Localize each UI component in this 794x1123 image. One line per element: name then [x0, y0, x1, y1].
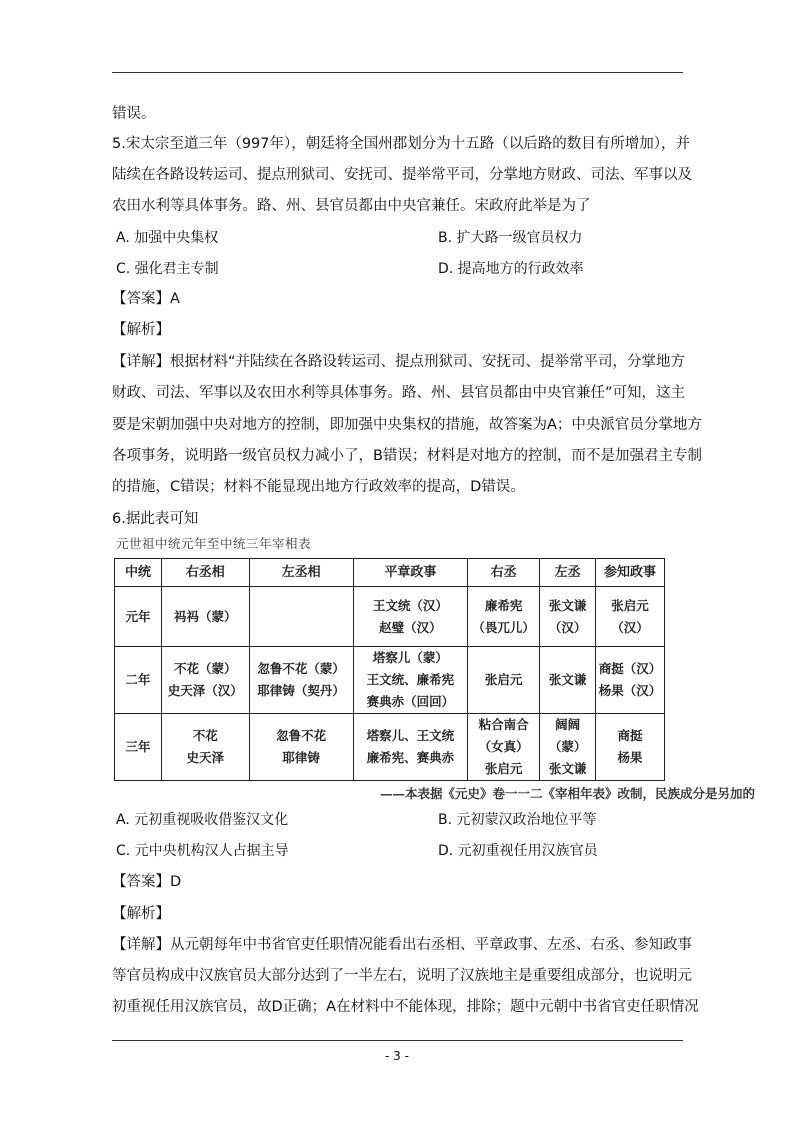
- table-cell: 商挺 杨果: [596, 714, 665, 781]
- table-source: ——本表据《元史》卷一一二《宰相年表》改制，民族成分是另加的: [380, 786, 756, 801]
- q5-answer: 【答案】A: [112, 291, 180, 307]
- table-row: [115, 647, 665, 714]
- page-number: - 3 -: [385, 1049, 409, 1063]
- table-header-row: [115, 559, 665, 587]
- table-cell: 张文谦 （汉）: [540, 587, 596, 647]
- table-header-cell: 参知政事: [596, 559, 665, 587]
- header-rule: [112, 72, 683, 73]
- q6-analysis-label: 【解析】: [112, 906, 170, 922]
- q5-detail-line-1: 【详解】根据材料“并陆续在各路设转运司、提点刑狱司、安抚司、提举常平司，分掌地方: [112, 354, 686, 370]
- table-cell: 三年: [115, 714, 162, 781]
- top-text: 错误。: [112, 106, 156, 122]
- table-cell: 忽鲁不花 耶律铸: [249, 714, 353, 781]
- q5-stem-line-1: 5.宋太宗至道三年（997年），朝廷将全国州郡划分为十五路（以后路的数目有所增加），并: [112, 136, 691, 152]
- q5-detail-line-2: 财政、司法、军事以及农田水利等具体事务。路、州、县官员都由中央官兼任”可知，这主: [112, 385, 686, 401]
- table-cell: 阔阔 （蒙） 张文谦: [540, 714, 596, 781]
- q5-detail-line-3: 要是宋朝加强中央对地方的控制，即加强中央集权的措施，故答案为A；中央派官员分掌地方: [112, 417, 702, 433]
- table-title: 元世祖中统元年至中统三年宰相表: [116, 536, 312, 551]
- table-cell: 不花（蒙） 史天泽（汉）: [161, 647, 249, 714]
- q5-option-a: A. 加强中央集权: [116, 230, 219, 246]
- q6-answer: 【答案】D: [112, 874, 182, 890]
- q5-stem-line-3: 农田水利等具体事务。路、州、县官员都由中央官兼任。宋政府此举是为了: [112, 198, 591, 214]
- table-cell: 忽鲁不花（蒙） 耶律铸（契丹）: [249, 647, 353, 714]
- table-header-cell: 右丞相: [161, 559, 249, 587]
- table-cell: 塔察儿（蒙） 王文统、廉希宪 赛典赤（回回）: [353, 647, 468, 714]
- table-cell: 粘合南合 （女真） 张启元: [468, 714, 540, 781]
- q6-detail-line-1: 【详解】从元朝每年中书省官吏任职情况能看出右丞相、平章政事、左丞、右丞、参知政事: [112, 937, 692, 953]
- table-header-cell: 左丞: [540, 559, 596, 587]
- q6-option-a: A. 元初重视吸收借鉴汉文化: [116, 812, 289, 828]
- q6-detail-line-3: 初重视任用汉族官员，故D正确；A在材料中不能体现，排除；题中元朝中书省官吏任职情况: [112, 999, 699, 1015]
- q5-detail-line-5: 的措施，C错误；材料不能显现出地方行政效率的提高，D错误。: [112, 479, 525, 495]
- table-cell: 王文统（汉） 赵璧（汉）: [353, 587, 468, 647]
- table-row: [115, 714, 665, 781]
- table-cell: 塔察儿、王文统 廉希宪、赛典赤: [353, 714, 468, 781]
- table-header-cell: 平章政事: [353, 559, 468, 587]
- q5-option-d: D. 提高地方的行政效率: [438, 261, 584, 277]
- q6-option-d: D. 元初重视任用汉族官员: [438, 843, 598, 859]
- table-header-cell: 中统: [115, 559, 162, 587]
- table-cell: 祃祃（蒙）: [161, 587, 249, 647]
- chancellor-table: [114, 558, 665, 781]
- table-cell: 张文谦: [540, 647, 596, 714]
- footer-rule: [112, 1040, 683, 1041]
- table-row: [115, 587, 665, 647]
- q5-detail-line-4: 各项事务，说明路一级官员权力减小了，B错误；材料是对地方的控制，而不是加强君主专制: [112, 448, 702, 464]
- table-cell: 张启元: [468, 647, 540, 714]
- q5-option-c: C. 强化君主专制: [116, 261, 219, 277]
- table-cell: 商挺（汉） 杨果（汉）: [596, 647, 665, 714]
- table-cell: 元年: [115, 587, 162, 647]
- table-header-cell: 右丞: [468, 559, 540, 587]
- q6-stem: 6.据此表可知: [112, 511, 199, 527]
- q5-analysis-label: 【解析】: [112, 322, 170, 338]
- table-cell: 张启元 （汉）: [596, 587, 665, 647]
- table-header-cell: 左丞相: [249, 559, 353, 587]
- q5-option-b: B. 扩大路一级官员权力: [438, 230, 583, 246]
- q6-option-c: C. 元中央机构汉人占据主导: [116, 843, 289, 859]
- q6-option-b: B. 元初蒙汉政治地位平等: [438, 812, 597, 828]
- q6-detail-line-2: 等官员构成中汉族官员大部分达到了一半左右，说明了汉族地主是重要组成部分，也说明元: [112, 968, 692, 984]
- q5-stem-line-2: 陆续在各路设转运司、提点刑狱司、安抚司、提举常平司，分掌地方财政、司法、军事以及: [112, 167, 692, 183]
- table-cell: [249, 587, 353, 647]
- table-cell: 二年: [115, 647, 162, 714]
- table-cell: 不花 史天泽: [161, 714, 249, 781]
- table-cell: 廉希宪 （畏兀儿）: [468, 587, 540, 647]
